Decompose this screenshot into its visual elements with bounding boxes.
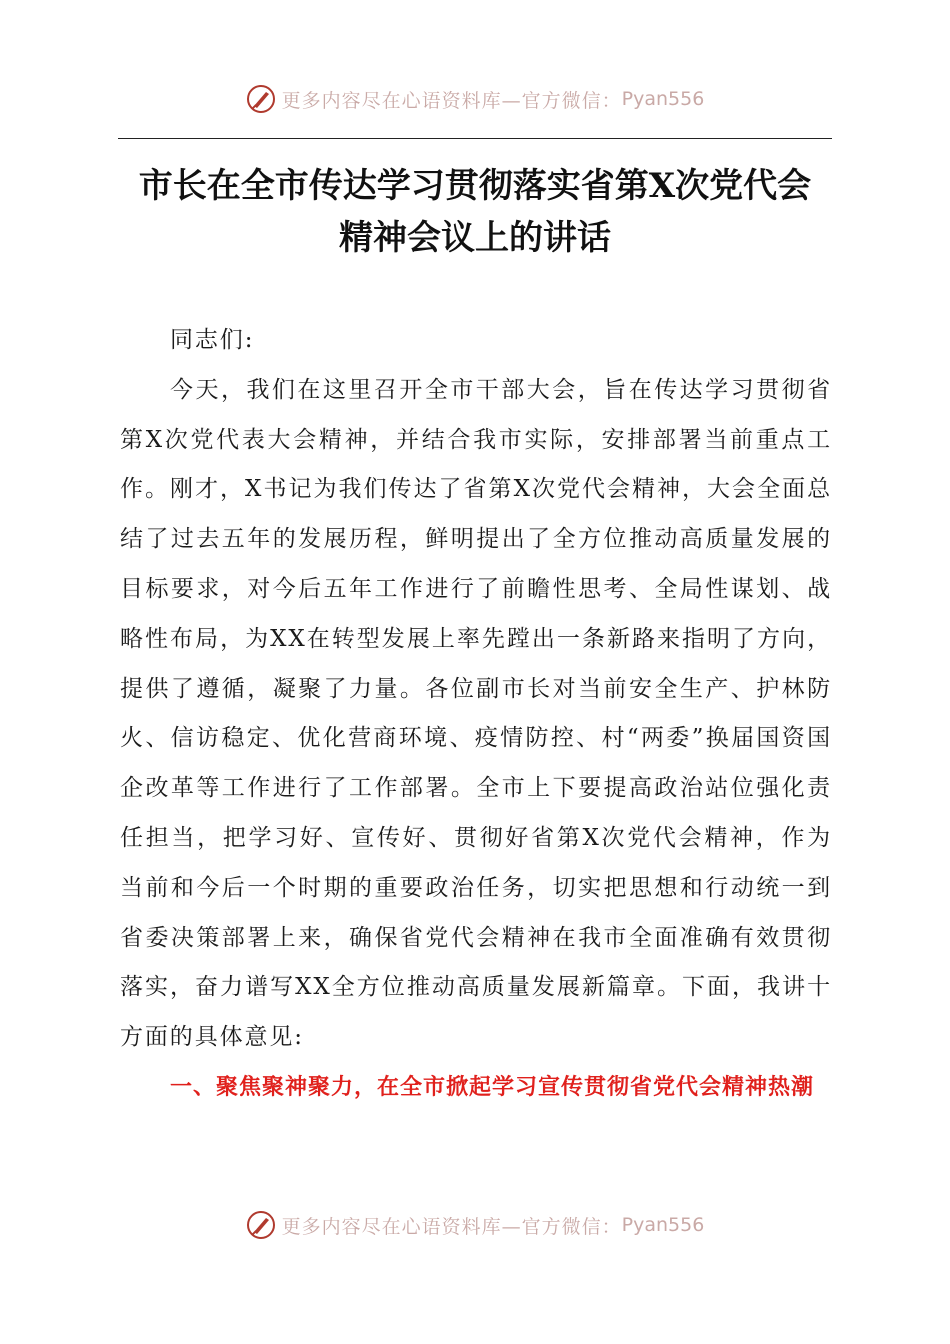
document-body [120,316,832,1113]
watermark-text: 更多内容尽在心语资料库—官方微信： [281,1215,622,1238]
quill-logo-icon [246,1210,276,1240]
footer-watermark [0,1210,950,1240]
header-watermark [0,84,950,114]
paragraph-1: 今天，我们在这里召开全市干部大会，旨在传达学习贯彻省第X次党代表大会精神，并结合我市实际，安排部署当前重点工作。刚才，X书记为我们传达了省第X次党代会精神，大会全面总结了过去五年的发展历程，鲜明提出了全方位推动高质量发展的目标要求，对今后五年工作进行了前瞻性思考、全局性谋划、战略性布局，为XX在转型发展上率先蹚出一条新路来指明了方向，提供了遵循，凝聚了力量。各位副市长对当前安全生产、护林防火、信访稳定、优化营商环境、疫情防控、村“两委”换届国资国企改革等工作进行了工作部署。全市上下要提高政治站位强化责任担当，把学习好、宣传好、贯彻好省第X次党代会精神，作为当前和今后一个时期的重要政治任务，切实把思想和行动统一到省委决策部署上来，确保省党代会精神在我市全面准确有效贯彻落实，奋力谱写XX全方位推动高质量发展新篇章。下面，我讲十方面的具体意见: [120,376,832,1051]
watermark-id: Pyan556 [621,1214,705,1236]
watermark-id: Pyan556 [621,88,705,110]
section-1-heading: 一、聚焦聚神聚力，在全市掀起学习宣传贯彻省党代会精神热潮 [170,1074,815,1100]
quill-logo-icon [246,84,276,114]
title-line-2: 精神会议上的讲话 [339,218,611,258]
document-title [100,160,850,264]
watermark-text: 更多内容尽在心语资料库—官方微信： [281,89,622,112]
salutation: 同志们: [170,327,255,353]
header-divider [118,138,832,139]
title-line-1: 市长在全市传达学习贯彻落实省第X次党代会 [138,166,812,206]
